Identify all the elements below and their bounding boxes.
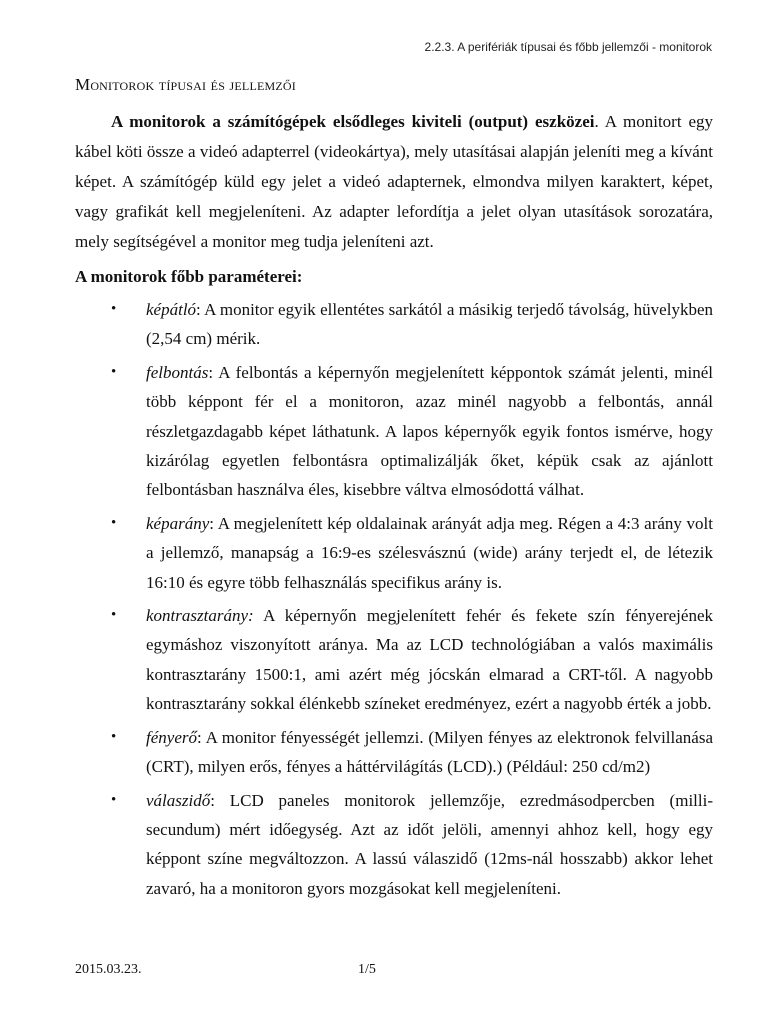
bullet-icon: • xyxy=(111,791,117,808)
bullet-icon: • xyxy=(111,728,117,745)
bullet-icon: • xyxy=(111,363,117,380)
list-item xyxy=(75,786,713,904)
list-item xyxy=(75,295,713,354)
bullet-icon: • xyxy=(111,301,117,317)
bullet-icon: • xyxy=(111,607,117,624)
param-text: : A monitor fényességét jellemzi. (Milyen fényes az elektronok felvillanása (CRT), milyen erős, fényes a háttérvilágítás (LCD).) (Például: 250 cd/m2) xyxy=(146,727,713,777)
intro-lead: A monitorok a számítógépek elsődleges kiviteli (output) eszközei xyxy=(111,112,595,131)
param-term: fényerő xyxy=(146,727,197,747)
param-text: : A felbontás a képernyőn megjelenített képpontok számát jelenti, minél több képpont fér el a monitoron, azaz minél nagyobb a felbontás, annál részletgazdagabb képet láthatunk. A lapos képernyők egyik fontos ismérve, hogy kizárólag egyetlen felbontásra optimalizálják őket, képük csak az ajánlott felbontásban használva éles, kisebbre váltva elmosódottá válhat. xyxy=(146,362,713,500)
param-term: felbontás xyxy=(146,362,209,382)
param-text: : A monitor egyik ellentétes sarkától a másikig terjedő távolság, hüvelykben (2,54 cm) mérik. xyxy=(146,300,713,349)
intro-paragraph xyxy=(75,107,713,257)
section-title: Monitorok típusai és jellemzői xyxy=(75,75,296,94)
params-heading: A monitorok főbb paraméterei: xyxy=(75,267,303,286)
footer-date: 2015.03.23. xyxy=(75,962,142,977)
param-term: válaszidő xyxy=(146,790,211,810)
param-term: képarány xyxy=(146,513,210,533)
list-item xyxy=(75,723,713,782)
param-text: A képernyőn megjelenített fehér és fekete szín fényerejének egymáshoz viszonyított aránya. Ma az LCD technológiában a valós maximális kontrasztarány 1500:1, ami azért még jócskán elmarad a CRT-től. A nagyobb kontrasztarány sokkal élénkebb színeket eredményez, ezért a nagyobb érték a jobb. xyxy=(146,606,713,714)
list-item xyxy=(75,358,713,505)
param-text: : A megjelenített kép oldalainak arányát adja meg. Régen a 4:3 arány volt a jellemző, manapság a 16:9-es szélesvásznú (wide) arány terjedt el, de létezik 16:10 és egyre több felhasználás specifikus arány is. xyxy=(146,513,713,592)
running-header: 2.2.3. A perifériák típusai és főbb jellemzői - monitorok xyxy=(424,40,712,54)
param-term: képátló xyxy=(146,300,197,319)
params-list xyxy=(75,295,713,907)
param-term: kontrasztarány: xyxy=(146,606,254,626)
bullet-icon: • xyxy=(111,514,117,531)
intro-rest: . A monitort egy kábel köti össze a videó adapterrel (videokártya), mely utasításai alapján jeleníti meg a kívánt képet. A számítógép küld egy jelet a videó adapternek, elmondva milyen karaktert, képet, vagy grafikát kell megjeleníteni. Az adapter lefordítja a jelet olyan utasítások sorozatára, mely segítségével a monitor meg tudja jeleníteni azt. xyxy=(75,112,714,251)
page-number: 1/5 xyxy=(358,962,376,977)
list-item xyxy=(75,601,713,719)
list-item xyxy=(75,509,713,597)
param-text: : LCD paneles monitorok jellemzője, ezredmásodpercben (milli-secundum) mért időegység. Azt az időt jelöli, amennyi ahhoz kell, hogy egy képpont színe megváltozzon. A lassú válaszidő (12ms-nál hosszabb) akkor lehet zavaró, ha a monitoron gyors mozgásokat kell megjeleníteni. xyxy=(146,790,713,898)
